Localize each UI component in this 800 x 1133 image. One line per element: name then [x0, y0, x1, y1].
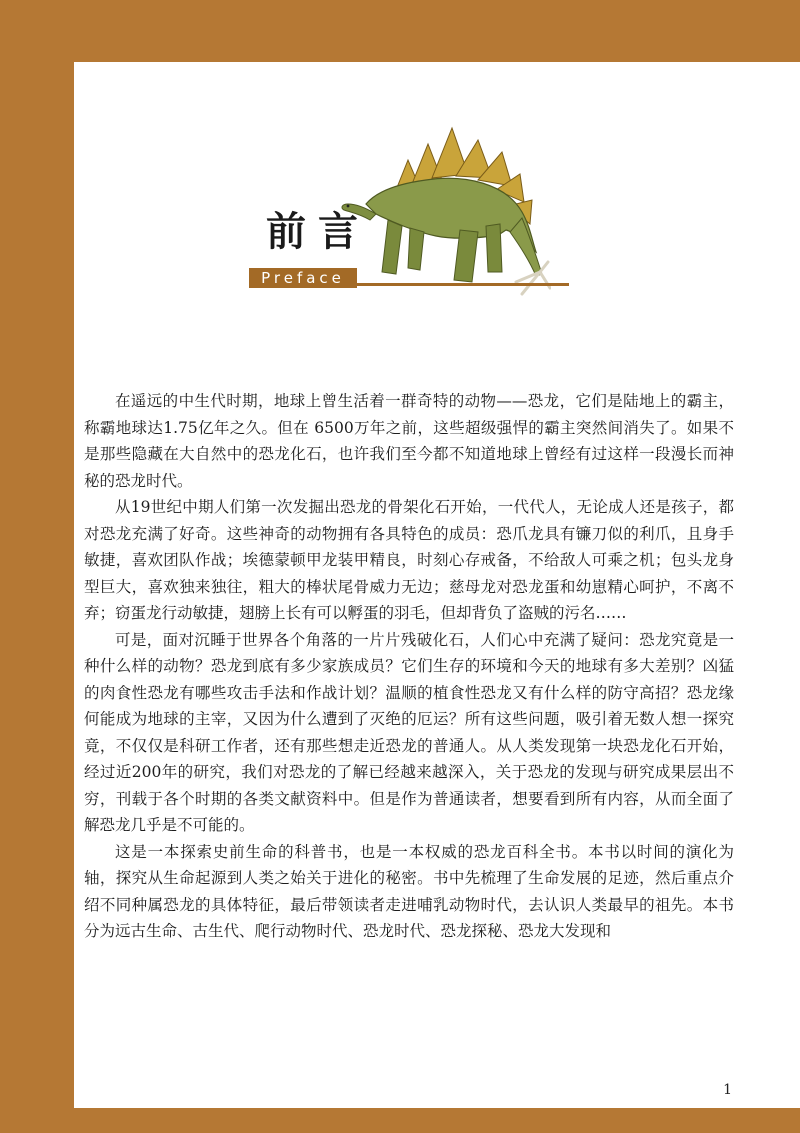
preface-body	[84, 388, 734, 945]
page-number: 1	[723, 1082, 732, 1098]
title-underline	[357, 283, 569, 286]
paragraph: 这是一本探索史前生命的科普书，也是一本权威的恐龙百科全书。本书以时间的演化为轴，探究从生命起源到人类之始关于进化的秘密。书中先梳理了生命发展的足迹，然后重点介绍不同种属恐龙的具体特征，最后带领读者走进哺乳动物时代，去认识人类最早的祖先。本书分为远古生命、古生代、爬行动物时代、恐龙时代、恐龙探秘、恐龙大发现和	[84, 842, 734, 940]
preface-label: Preface	[249, 268, 357, 288]
paragraph: 从19世纪中期人们第一次发掘出恐龙的骨架化石开始，一代代人，无论成人还是孩子，都对恐龙充满了好奇。这些神奇的动物拥有各具特色的成员：恐爪龙具有镰刀似的利爪，且身手敏捷，喜欢团队作战；埃德蒙顿甲龙装甲精良，时刻心存戒备，不给敌人可乘之机；包头龙身型巨大，喜欢独来独往，粗大的棒状尾骨威力无边；慈母龙对恐龙蛋和幼崽精心呵护，不离不弃；窃蛋龙行动敏捷，翅膀上长有可以孵蛋的羽毛，但却背负了盗贼的污名……	[84, 498, 734, 622]
paragraph: 在遥远的中生代时期，地球上曾生活着一群奇特的动物——恐龙，它们是陆地上的霸主，称霸地球达1.75亿年之久。但在 6500万年之前，这些超级强悍的霸主突然间消失了。如果不是那些隐藏在大自然中的恐龙化石，也许我们至今都不知道地球上曾经有过这样一段漫长而神秘的恐龙时代。	[84, 392, 734, 490]
page	[74, 62, 800, 1108]
page-title: 前言	[266, 209, 370, 255]
paragraph: 可是，面对沉睡于世界各个角落的一片片残破化石，人们心中充满了疑问：恐龙究竟是一种什么样的动物？恐龙到底有多少家族成员？它们生存的环境和今天的地球有多大差别？凶猛的肉食性恐龙有哪些攻击手法和作战计划？温顺的植食性恐龙又有什么样的防守高招？恐龙缘何能成为地球的主宰，又因为什么遭到了灭绝的厄运？所有这些问题，吸引着无数人想一探究竟，不仅仅是科研工作者，还有那些想走近恐龙的普通人。从人类发现第一块恐龙化石开始，经过近200年的研究，我们对恐龙的了解已经越来越深入，关于恐龙的发现与研究成果层出不穷，刊载于各个时期的各类文献资料中。但是作为普通读者，想要看到所有内容，从而全面了解恐龙几乎是不可能的。	[84, 630, 734, 834]
